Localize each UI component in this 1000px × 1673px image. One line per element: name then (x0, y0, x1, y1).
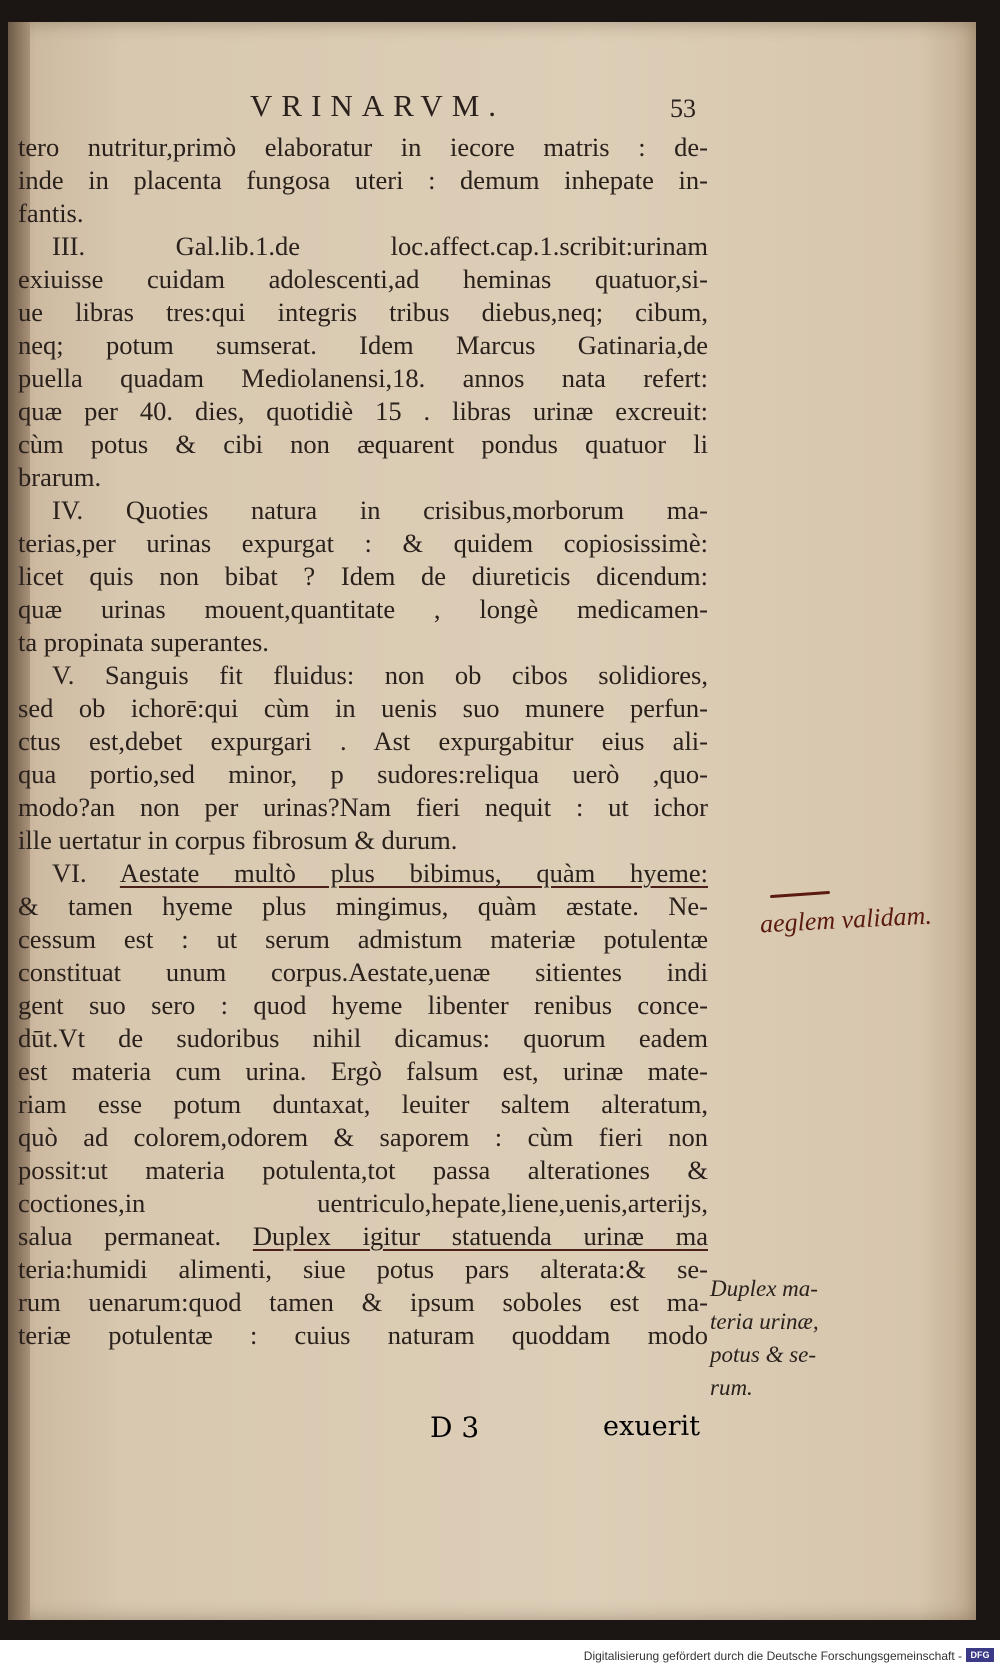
underlined-phrase: Duplex igitur statuenda urinæ ma (252, 1221, 708, 1251)
text-line: ta propinata superantes. (18, 627, 269, 657)
text-line: est materia cum urina. Ergò falsum est, urinæ mate- (18, 1056, 708, 1086)
gloss-line: teria urinæ, (710, 1309, 819, 1334)
text-line: V. Sanguis fit fluidus: non ob cibos solidiores, (52, 660, 708, 690)
text-line: cessum est : ut serum admistum materiæ potulentæ (18, 924, 708, 954)
text-line: tero nutritur,primò elaboratur in iecore matris : de- (18, 132, 708, 162)
text-line: inde in placenta fungosa uteri : demum inhepate in- (18, 165, 708, 195)
text-line: ue libras tres:qui integris tribus diebus,neq; cibum, (18, 297, 708, 327)
text-line: & tamen hyeme plus mingimus, quàm æstate. Ne- (18, 891, 708, 921)
text-line: modo?an non per urinas?Nam fieri nequit : ut ichor (18, 792, 708, 822)
text-line: quæ per 40. dies, quotidiè 15 . libras urinæ excreuit: (18, 396, 708, 426)
text-line: possit:ut materia potulenta,tot passa alterationes & (18, 1155, 708, 1185)
underlined-phrase: Aestate multò plus bibimus, quàm hyeme: (119, 858, 708, 888)
text-line: cùm potus & cibi non æquarent pondus quatuor li (18, 429, 708, 459)
text-line: constituat unum corpus.Aestate,uenæ sitientes indi (18, 957, 708, 987)
signature-mark: D 3 (430, 1411, 480, 1444)
text-line: sed ob ichorē:qui cùm in uenis suo munere perfun- (18, 693, 708, 723)
text-line: teriæ potulentæ : cuius naturam quoddam modo (18, 1320, 708, 1350)
text-line: coctiones,in uentriculo,hepate,liene,uenis,arterijs, (18, 1188, 708, 1218)
text-line: rum uenarum:quod tamen & ipsum soboles est ma- (18, 1287, 708, 1317)
text-line: gent suo sero : quod hyeme libenter renibus conce- (18, 990, 708, 1020)
text-line: qua portio,sed minor, p sudores:reliqua uerò ,quo- (18, 759, 708, 789)
gloss-line: potus & se- (710, 1342, 817, 1367)
text-line: licet quis non bibat ? Idem de diureticis dicendum: (18, 561, 708, 591)
text-line: neq; potum sumserat. Idem Marcus Gatinaria,de (18, 330, 708, 360)
footer-credit: Digitalisierung gefördert durch die Deutsche Forschungsgemeinschaft - (583, 1649, 962, 1663)
text-line: ille uertatur in corpus fibrosum & durum. (18, 825, 458, 855)
text-line: fantis. (18, 198, 84, 228)
printed-margin-gloss (710, 1272, 819, 1404)
text-line: exiuisse cuidam adolescenti,ad heminas quatuor,si- (18, 264, 708, 294)
text-line: III. Gal.lib.1.de loc.affect.cap.1.scribit:urinam (52, 231, 708, 261)
text-line: dūt.Vt de sudoribus nihil dicamus: quorum eadem (18, 1023, 708, 1053)
text-line: quò ad colorem,odorem & saporem : cùm fieri non (18, 1122, 708, 1152)
text-line: terias,per urinas expurgat : & quidem copiosissimè: (18, 528, 708, 558)
text-line: ctus est,debet expurgari . Ast expurgabitur eius ali- (18, 726, 708, 756)
gloss-line: rum. (710, 1375, 753, 1400)
page-number: 53 (670, 94, 696, 123)
text-line: puella quadam Mediolanensi,18. annos nata refert: (18, 363, 708, 393)
text-line: brarum. (18, 462, 102, 492)
text-line: teria:humidi alimenti, siue potus pars alterata:& se- (18, 1254, 708, 1284)
text-line: VI. Aestate multò plus bibimus, quàm hyeme: (52, 858, 708, 888)
running-head: VRINARVM. (250, 88, 506, 123)
text-line: IV. Quoties natura in crisibus,morborum ma- (52, 495, 708, 525)
dfg-logo: DFG (966, 1648, 994, 1662)
text-line: riam esse potum duntaxat, leuiter saltem alteratum, (18, 1089, 708, 1119)
text-line: quæ urinas mouent,quantitate , longè medicamen- (18, 594, 708, 624)
handwritten-margin-note: aeglem validam. (759, 900, 933, 939)
catchword: exuerit (603, 1411, 700, 1442)
text-line: salua permaneat. Duplex igitur statuenda urinæ ma (18, 1221, 708, 1251)
footer-bar (0, 1640, 1000, 1673)
catchline (18, 1411, 708, 1449)
body-text (18, 131, 708, 1352)
gloss-line: Duplex ma- (710, 1276, 818, 1301)
